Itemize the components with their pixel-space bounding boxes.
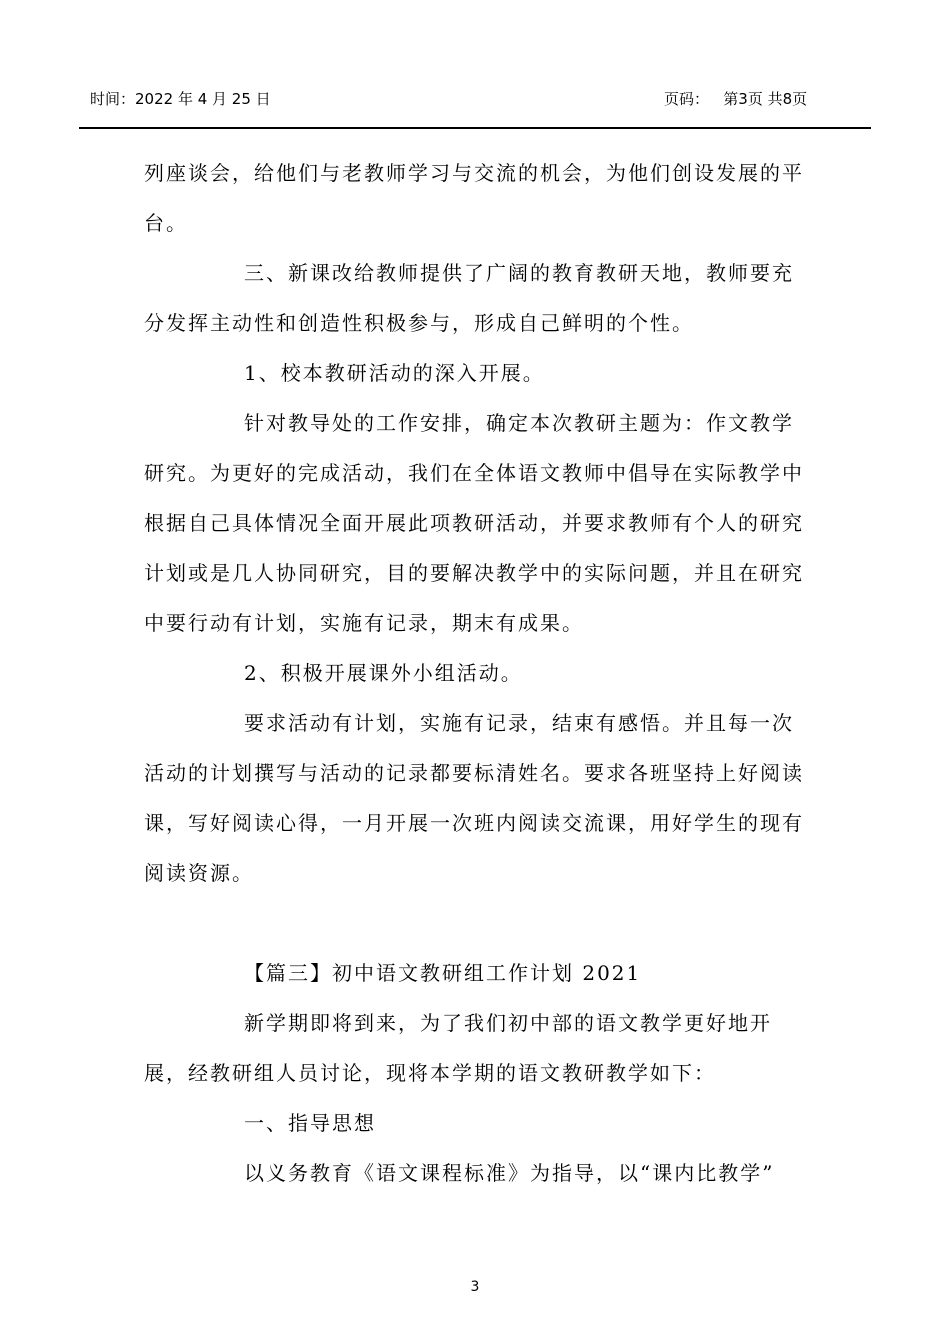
- paragraph-item-two-body: 要求活动有计划，实施有记录，结束有感悟。并且每一次活动的计划撰写与活动的记录都要标清姓名。要求各班坚持上好阅读课，写好阅读心得，一月开展一次班内阅读交流课，用好学生的现有阅读资源。: [144, 711, 804, 885]
- header-time: 时间：2022 年 4 月 25 日: [90, 90, 271, 108]
- paragraph-item-two-heading: 2、积极开展课外小组活动。: [244, 661, 523, 685]
- paragraph-item-one-body: 针对教导处的工作安排，确定本次教研主题为：作文教学研究。为更好的完成活动，我们在全体语文教师中倡导在实际教学中根据自己具体情况全面开展此项教研活动，并要求教师有个人的研究计划或是几人协同研究，目的要解决教学中的实际问题，并且在研究中要行动有计划，实施有记录，期末有成果。: [144, 411, 804, 635]
- article-title: 【篇三】初中语文教研组工作计划 2021: [244, 961, 642, 985]
- paragraph-item-one-heading: 1、校本教研活动的深入开展。: [244, 361, 545, 385]
- page-number: 3: [470, 1279, 480, 1295]
- paragraph-section-one-body: 以义务教育《语文课程标准》为指导，以“课内比教学”: [244, 1161, 775, 1185]
- paragraph-section-one-heading: 一、指导思想: [244, 1111, 376, 1135]
- paragraph-section-three: 三、新课改给教师提供了广阔的教育教研天地，教师要充分发挥主动性和创造性积极参与，形成自己鲜明的个性。: [144, 261, 794, 335]
- paragraph-continuation: 列座谈会，给他们与老教师学习与交流的机会，为他们创设发展的平台。: [144, 161, 804, 235]
- document-body: [144, 148, 806, 1198]
- paragraph-intro: 新学期即将到来，为了我们初中部的语文教学更好地开展，经教研组人员讨论，现将本学期的语文教研教学如下：: [144, 1011, 772, 1085]
- header-divider: [79, 127, 871, 129]
- header-page-info: 页码： 第3页 共8页: [664, 90, 808, 108]
